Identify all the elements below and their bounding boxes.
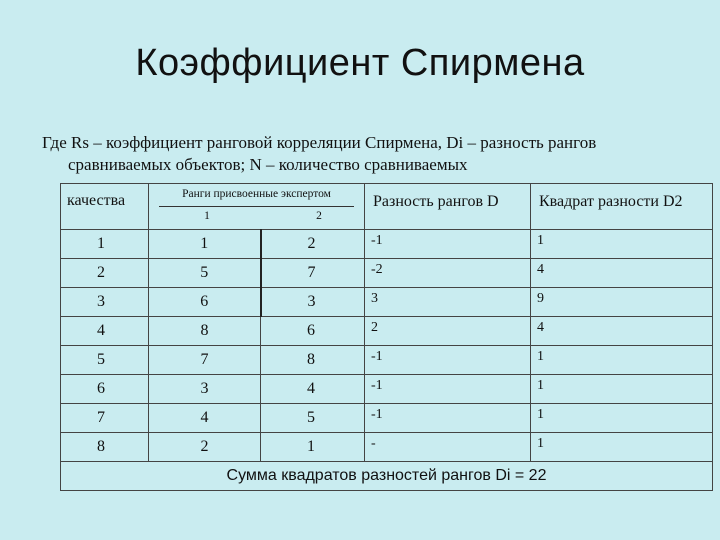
rank-expert-2-cell: 1 [261, 433, 365, 462]
difference-squared-cell: 4 [531, 317, 713, 346]
quality-cell: 8 [61, 433, 149, 462]
header-expert-ranks-label: Ранги присвоенные экспертом [182, 188, 331, 200]
header-expert-1: 1 [204, 210, 210, 222]
table-row [61, 433, 713, 462]
difference-cell: 3 [365, 288, 531, 317]
quality-cell: 4 [61, 317, 149, 346]
rank-expert-2-cell: 6 [261, 317, 365, 346]
header-row [61, 184, 713, 230]
description [42, 132, 692, 176]
quality-cell: 5 [61, 346, 149, 375]
quality-cell: 7 [61, 404, 149, 433]
rank-expert-2-cell: 5 [261, 404, 365, 433]
table-row [61, 259, 713, 288]
difference-squared-cell: 1 [531, 404, 713, 433]
rank-expert-2-cell: 3 [261, 288, 365, 317]
rank-expert-1-cell: 5 [149, 259, 261, 288]
table-row [61, 375, 713, 404]
rank-expert-2-cell: 4 [261, 375, 365, 404]
description-line-1: Где Rs – коэффициент ранговой корреляции Спирмена, Di – разность рангов [42, 133, 597, 152]
sum-row [61, 462, 713, 491]
spearman-table [60, 183, 713, 491]
table-row [61, 404, 713, 433]
header-difference-squared: Квадрат разности D2 [531, 184, 713, 230]
difference-cell: -1 [365, 404, 531, 433]
table-row [61, 317, 713, 346]
difference-cell: -2 [365, 259, 531, 288]
rank-expert-2-cell: 8 [261, 346, 365, 375]
table-row [61, 230, 713, 259]
header-expert-2: 2 [316, 210, 322, 222]
quality-cell: 2 [61, 259, 149, 288]
difference-squared-cell: 1 [531, 433, 713, 462]
header-underline [159, 206, 354, 207]
rank-expert-2-cell: 7 [261, 259, 365, 288]
rank-expert-1-cell: 8 [149, 317, 261, 346]
difference-squared-cell: 1 [531, 346, 713, 375]
rank-expert-1-cell: 4 [149, 404, 261, 433]
rank-expert-1-cell: 2 [149, 433, 261, 462]
quality-cell: 6 [61, 375, 149, 404]
table-row [61, 288, 713, 317]
difference-squared-cell: 4 [531, 259, 713, 288]
header-expert-ranks [149, 184, 365, 230]
quality-cell: 1 [61, 230, 149, 259]
sum-cell: Сумма квадратов разностей рангов Di = 22 [61, 462, 713, 491]
difference-cell: -1 [365, 230, 531, 259]
difference-cell: -1 [365, 375, 531, 404]
rank-expert-2-cell: 2 [261, 230, 365, 259]
difference-cell: - [365, 433, 531, 462]
rank-expert-1-cell: 7 [149, 346, 261, 375]
rank-expert-1-cell: 6 [149, 288, 261, 317]
table-row [61, 346, 713, 375]
difference-cell: 2 [365, 317, 531, 346]
rank-expert-1-cell: 1 [149, 230, 261, 259]
difference-cell: -1 [365, 346, 531, 375]
header-quality: качества [61, 184, 149, 230]
header-rank-difference: Разность рангов D [365, 184, 531, 230]
slide-title: Коэффициент Спирмена [135, 42, 585, 84]
description-line-2: сравниваемых объектов; N – количество сравниваемых [68, 155, 468, 174]
difference-squared-cell: 9 [531, 288, 713, 317]
difference-squared-cell: 1 [531, 375, 713, 404]
difference-squared-cell: 1 [531, 230, 713, 259]
rank-expert-1-cell: 3 [149, 375, 261, 404]
quality-cell: 3 [61, 288, 149, 317]
